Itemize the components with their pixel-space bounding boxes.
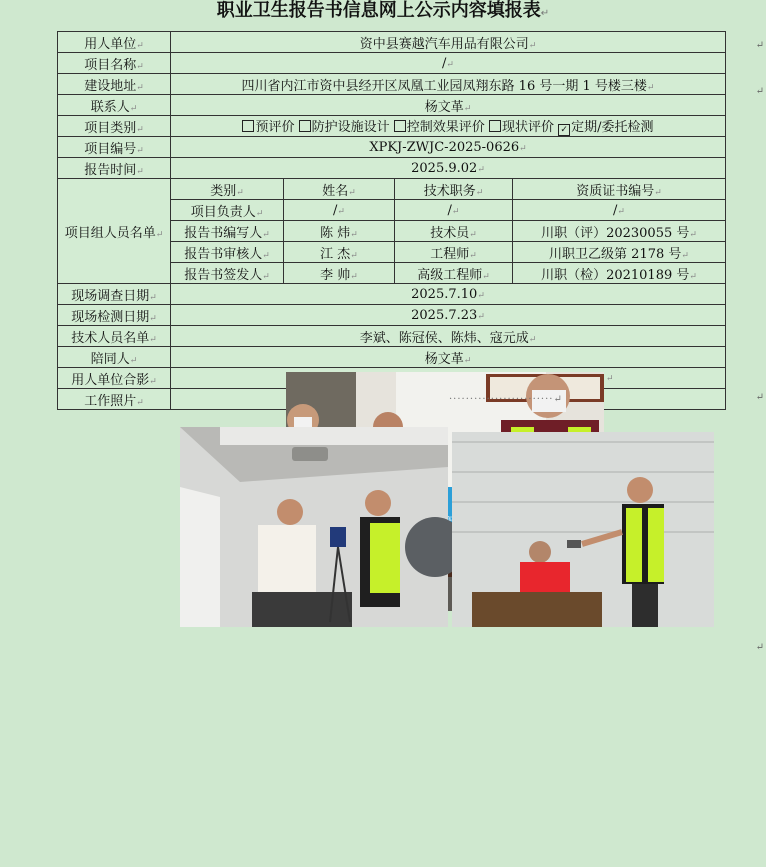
team-label: 项目组人员名单↵	[58, 179, 171, 284]
tech-staff-label: 技术人员名单↵	[58, 326, 171, 347]
row-team-header	[58, 179, 726, 200]
test-date-label: 现场检测日期↵	[58, 305, 171, 326]
margin-mark: ↵	[755, 40, 764, 51]
row-survey-date	[58, 284, 726, 305]
checkbox-checked-icon[interactable]: ✓	[558, 124, 570, 136]
team-role: 报告书审核人↵	[171, 242, 284, 263]
row-category	[58, 116, 726, 137]
address-label: 建设地址↵	[58, 74, 171, 95]
survey-date-label: 现场调查日期↵	[58, 284, 171, 305]
category-option-periodic[interactable]: ✓ 定期/委托检测	[558, 120, 653, 135]
address-value[interactable]: 四川省内江市资中县经开区凤凰工业园凤翔东路 16 号一期 1 号楼三楼↵	[171, 74, 726, 95]
checkbox-icon[interactable]	[299, 120, 311, 132]
team-role: 项目负责人↵	[171, 200, 284, 221]
team-cert[interactable]: 川职（检）20210189 号↵	[513, 263, 726, 284]
category-label: 项目类别↵	[58, 116, 171, 137]
team-cert[interactable]: 川职（评）20230055 号↵	[513, 221, 726, 242]
work-photos-label: 工作照片↵	[58, 389, 171, 410]
team-title[interactable]: 工程师↵	[395, 242, 513, 263]
contact-label: 联系人↵	[58, 95, 171, 116]
work-photos-cell	[171, 389, 726, 410]
row-accompany	[58, 347, 726, 368]
team-cert[interactable]: 川职卫乙级第 2178 号↵	[513, 242, 726, 263]
project-no-value[interactable]: XPKJ-ZWJC-2025-0626↵	[171, 137, 726, 158]
work-photo-1[interactable]	[180, 427, 448, 627]
row-project-no	[58, 137, 726, 158]
team-name[interactable]: 陈 炜↵	[284, 221, 395, 242]
team-name[interactable]: 江 杰↵	[284, 242, 395, 263]
group-photo-cell: ↵	[171, 368, 726, 389]
survey-date-value[interactable]: 2025.7.10↵	[171, 284, 726, 305]
report-time-value[interactable]: 2025.9.02↵	[171, 158, 726, 179]
info-form-table	[57, 31, 726, 410]
work-photo-2-image	[452, 432, 714, 627]
tech-staff-value[interactable]: 李斌、陈冠侯、陈炜、寇元成↵	[171, 326, 726, 347]
margin-mark: ↵	[755, 642, 764, 653]
checkbox-icon[interactable]	[489, 120, 501, 132]
row-project-name	[58, 53, 726, 74]
test-date-value[interactable]: 2025.7.23↵	[171, 305, 726, 326]
team-role: 报告书编写人↵	[171, 221, 284, 242]
project-name-label: 项目名称↵	[58, 53, 171, 74]
checkbox-icon[interactable]	[242, 120, 254, 132]
employer-value[interactable]: 资中县赛越汽车用品有限公司↵	[171, 32, 726, 53]
team-name[interactable]: 李 帅↵	[284, 263, 395, 284]
category-option-control[interactable]: 控制效果评价	[394, 120, 485, 135]
row-report-time	[58, 158, 726, 179]
team-title[interactable]: 技术员↵	[395, 221, 513, 242]
project-no-label: 项目编号↵	[58, 137, 171, 158]
team-header-name: 姓名↵	[284, 179, 395, 200]
team-header-cert: 资质证书编号↵	[513, 179, 726, 200]
team-role: 报告书签发人↵	[171, 263, 284, 284]
team-header-role: 类别↵	[171, 179, 284, 200]
accompany-label: 陪同人↵	[58, 347, 171, 368]
row-contact	[58, 95, 726, 116]
category-option-design[interactable]: 防护设施设计	[299, 120, 390, 135]
row-tech-staff	[58, 326, 726, 347]
row-employer	[58, 32, 726, 53]
team-title[interactable]: /↵	[395, 200, 513, 221]
project-name-value[interactable]: /↵	[171, 53, 726, 74]
category-options	[171, 116, 726, 137]
team-title[interactable]: 高级工程师↵	[395, 263, 513, 284]
row-test-date	[58, 305, 726, 326]
team-header-title: 技术职务↵	[395, 179, 513, 200]
row-work-photos	[58, 389, 726, 410]
row-group-photo	[58, 368, 726, 389]
team-cert[interactable]: /↵	[513, 200, 726, 221]
category-option-status[interactable]: 现状评价	[489, 120, 554, 135]
empty-paragraph-marks: ·························↵	[449, 394, 563, 405]
contact-value[interactable]: 杨文革↵	[171, 95, 726, 116]
margin-mark: ↵	[755, 86, 764, 97]
checkbox-icon[interactable]	[394, 120, 406, 132]
report-time-label: 报告时间↵	[58, 158, 171, 179]
margin-mark: ↵	[755, 392, 764, 403]
accompany-value[interactable]: 杨文革↵	[171, 347, 726, 368]
work-photo-2[interactable]	[452, 432, 714, 627]
team-name[interactable]: /↵	[284, 200, 395, 221]
employer-label: 用人单位↵	[58, 32, 171, 53]
work-photo-1-image	[180, 427, 448, 627]
page-title: 职业卫生报告书信息网上公示内容填报表↵	[216, 0, 550, 21]
row-address	[58, 74, 726, 95]
category-option-pre[interactable]: 预评价	[242, 120, 294, 135]
group-photo-label: 用人单位合影↵	[58, 368, 171, 389]
